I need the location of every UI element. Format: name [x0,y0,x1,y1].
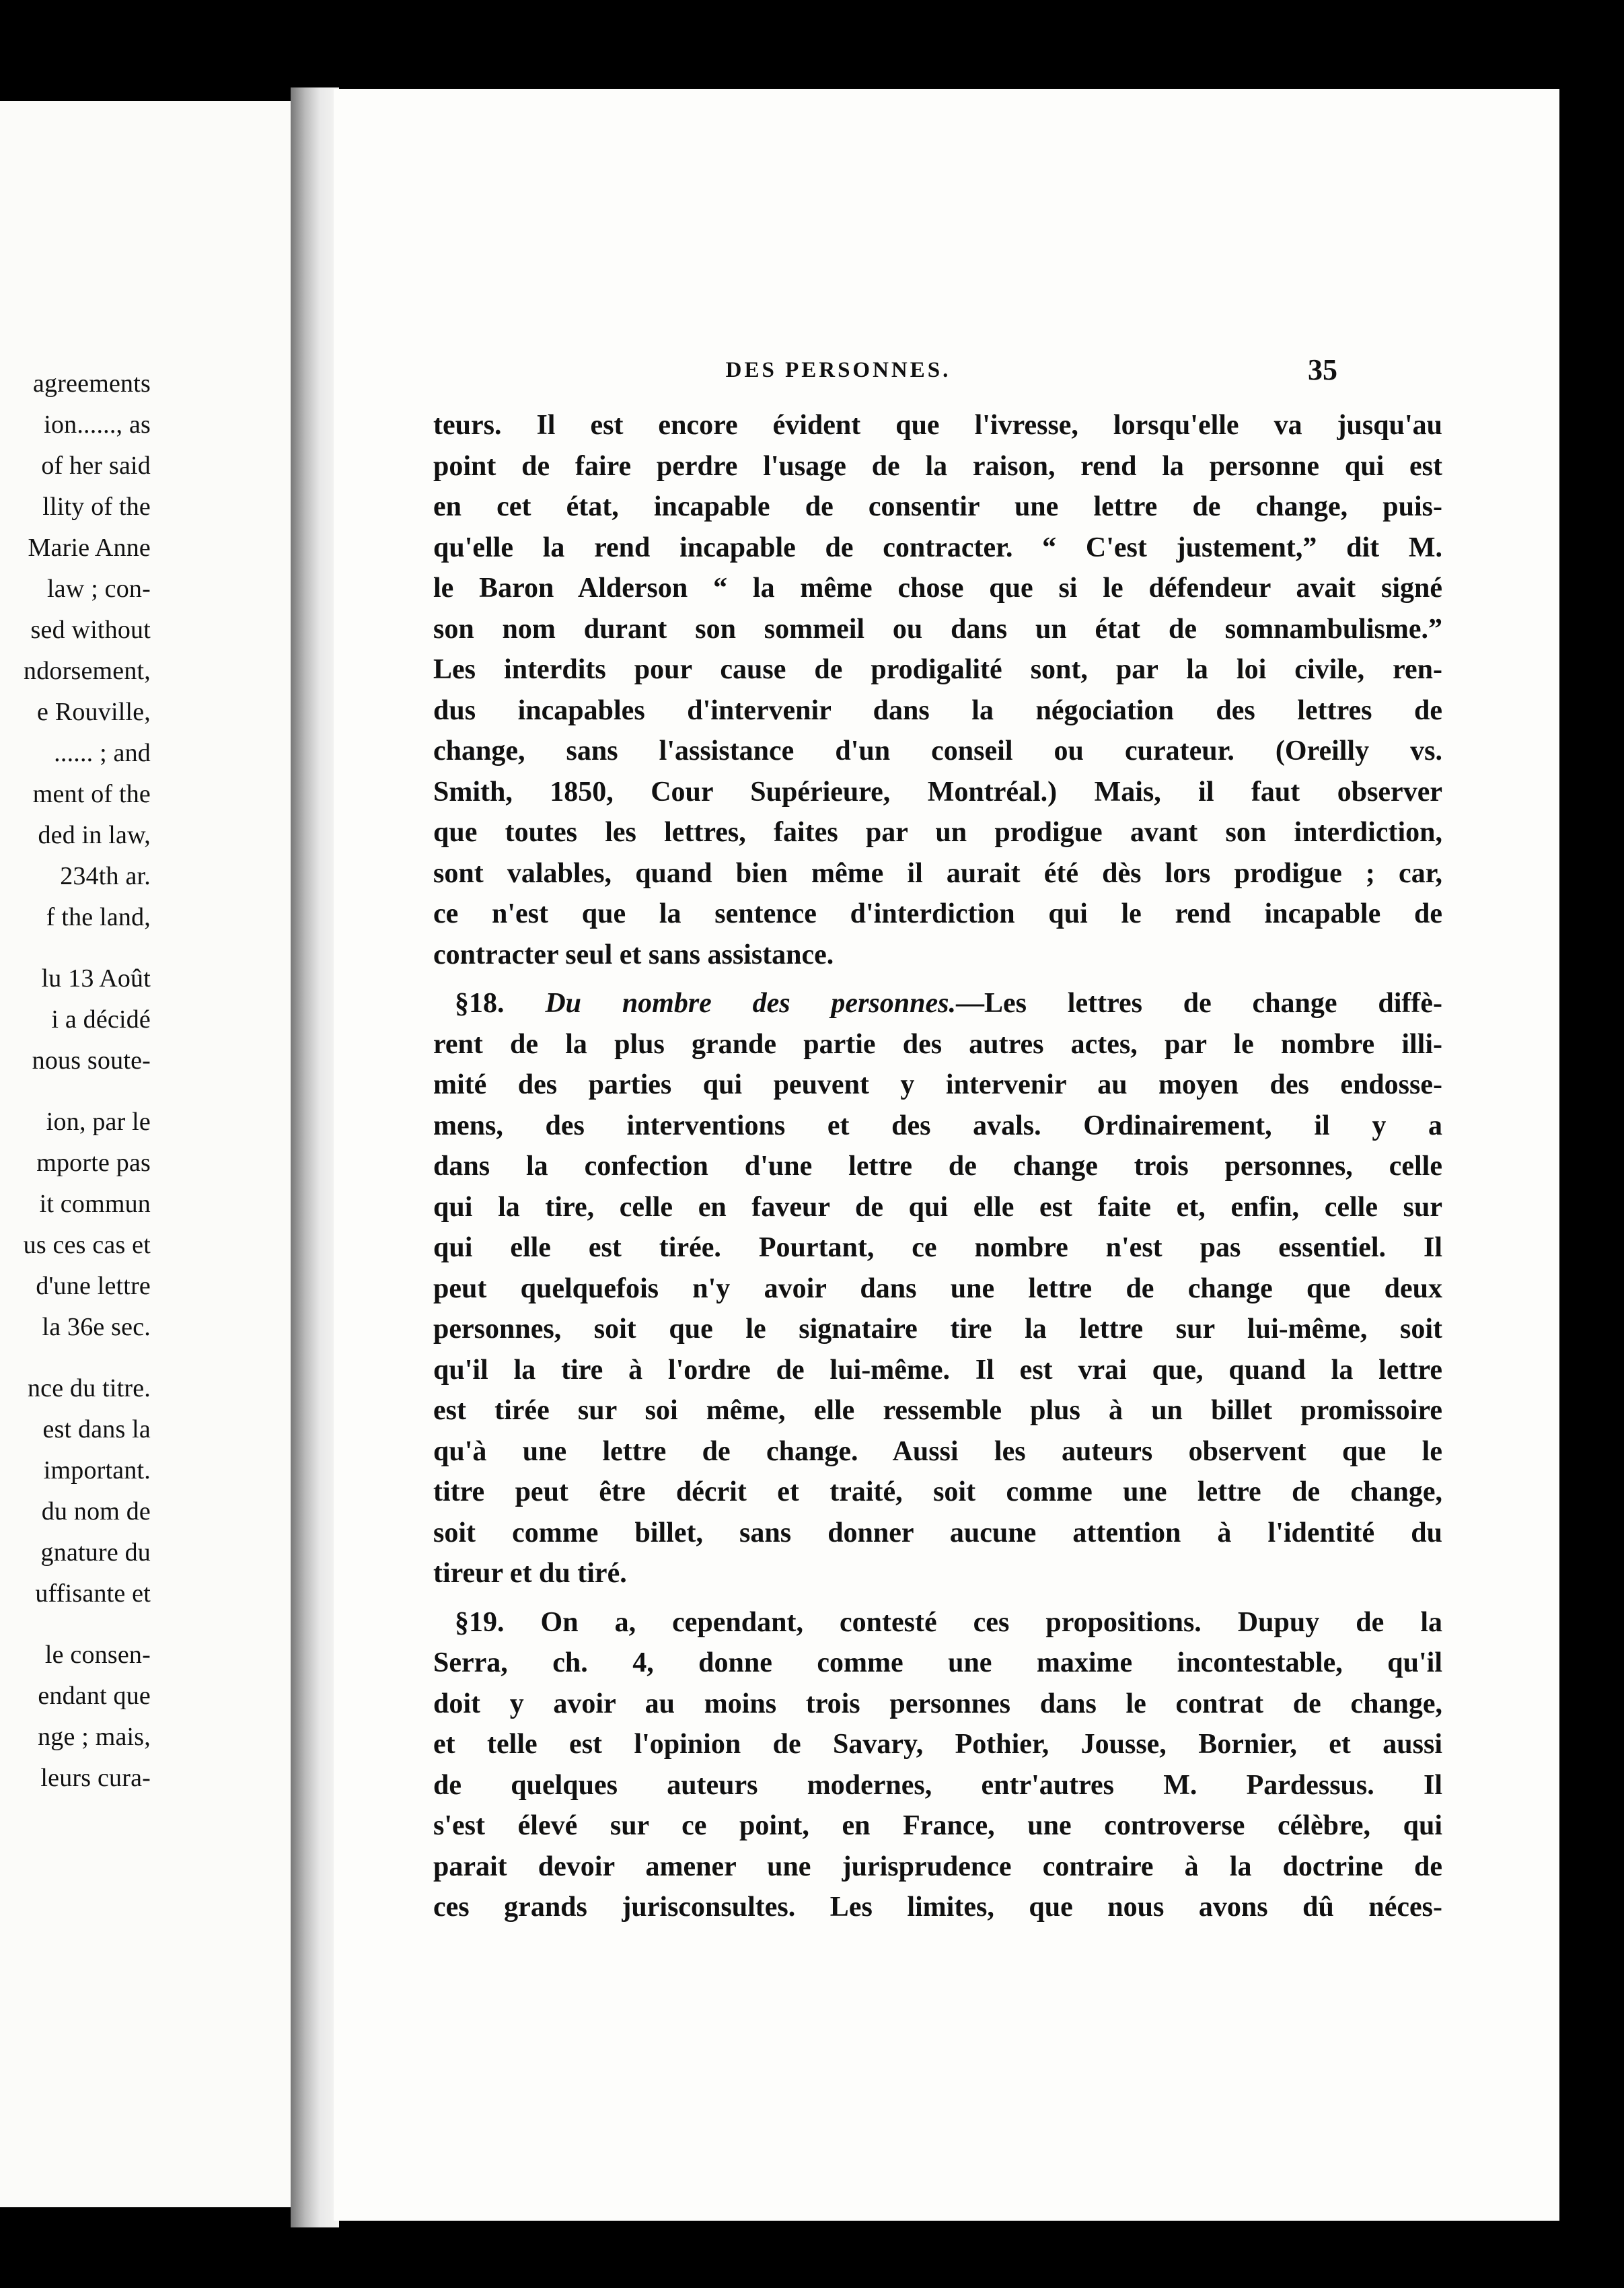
text-line: ces grands jurisconsultes. Les limites, que nous avons dû néces- [433,1892,1442,1923]
right-page [334,89,1559,2221]
text-line: que toutes les lettres, faites par un prodigue avant son interdiction, [433,817,1442,848]
text-line: le Baron Alderson “ la même chose que si le défendeur avait signé [433,573,1442,604]
text-line: mité des parties qui peuvent y intervenir au moyen des endosse- [433,1069,1442,1100]
text-line: qui elle est tirée. Pourtant, ce nombre n'est pas essentiel. Il [433,1232,1442,1263]
text-line: est tirée sur soi même, elle ressemble plus à un billet promissoire [433,1395,1442,1426]
text-line: s'est élevé sur ce point, en France, une controverse célèbre, qui [433,1810,1442,1841]
left-block-d [0,1368,151,1614]
text-line: peut quelquefois n'y avoir dans une lettre de change que deux [433,1273,1442,1304]
left-line: ndorsement, [24,657,151,685]
left-line: uffisante et [35,1579,151,1608]
left-line: ion, par le [46,1108,151,1136]
left-line: gnature du [40,1538,151,1567]
left-line: leurs cura- [40,1764,151,1792]
text-line: change, sans l'assistance d'un conseil ou curateur. (Oreilly vs. [433,736,1442,766]
left-line: ...... ; and [54,739,151,767]
left-line: mporte pas [36,1149,151,1177]
text-line: doit y avoir au moins trois personnes dans le contrat de change, [433,1688,1442,1719]
left-line: lu 13 Août [41,964,151,993]
text-line: rent de la plus grande partie des autres actes, par le nombre illi- [433,1028,1442,1060]
left-line: Marie Anne [28,534,151,562]
left-line: du nom de [41,1497,151,1526]
left-line: nous soute- [32,1046,151,1075]
left-line: la 36e sec. [42,1313,151,1341]
text-line: point de faire perdre l'usage de la raison, rend la personne qui est [433,450,1442,482]
paragraph-1 [433,405,1442,975]
text-line: titre peut être décrit et traité, soit comme une lettre de change, [433,1476,1442,1507]
text-line: et telle est l'opinion de Savary, Pothier, Jousse, Bornier, et aussi [433,1729,1442,1760]
text-line: soit comme billet, sans donner aucune attention à l'identité du [433,1517,1442,1548]
text-line: en cet état, incapable de consentir une lettre de change, puis- [433,491,1442,522]
left-line: 234th ar. [60,862,151,890]
text-line: Serra, ch. 4, donne comme une maxime incontestable, qu'il [433,1647,1442,1678]
left-line: d'une lettre [36,1272,151,1300]
running-head: DES PERSONNES. [725,358,951,382]
text-line: ce n'est que la sentence d'interdiction qui le rend incapable de [433,898,1442,929]
left-line: llity of the [42,493,151,521]
left-line: le consen- [44,1641,151,1669]
text-line: personnes, soit que le signataire tire la lettre sur lui-même, soit [433,1314,1442,1345]
left-line: of her said [41,452,151,480]
left-line: it commun [39,1190,151,1218]
text-line: contracter seul et sans assistance. [433,939,834,970]
left-block-a [0,363,151,938]
left-line: agreements [32,369,151,398]
text-line: sont valables, quand bien même il aurait été dès lors prodigue ; car, [433,857,1442,889]
left-line: us ces cas et [23,1231,151,1259]
left-line: est dans la [42,1415,151,1443]
section-lead-text: —Les lettres de change diffè- [955,988,1442,1019]
body-text [433,405,1442,1928]
text-line: Les interdits pour cause de prodigalité sont, par la loi civile, ren- [433,654,1442,685]
text-line: teurs. Il est encore évident que l'ivresse, lorsqu'elle va jusqu'au [433,410,1442,441]
left-line: nce du titre. [27,1374,151,1402]
left-block-c [0,1102,151,1348]
left-line: sed without [30,616,151,644]
text-line: dus incapables d'intervenir dans la négociation des lettres de [433,694,1442,726]
left-line: ion......, as [44,410,151,439]
text-line: parait devoir amener une jurisprudence contraire à la doctrine de [433,1851,1442,1882]
left-line: endant que [38,1682,151,1710]
book-gutter [291,87,339,2227]
text-line: mens, des interventions et des avals. Ordinairement, il y a [433,1110,1442,1141]
text-line: qu'elle la rend incapable de contracter. “ C'est justement,” dit M. [433,532,1442,563]
left-block-e [0,1635,151,1799]
text-line: qui la tire, celle en faveur de qui elle est faite et, enfin, celle sur [433,1191,1442,1223]
paragraph-2 [433,983,1442,1594]
text-line: dans la confection d'une lettre de change trois personnes, celle [433,1151,1442,1182]
left-page-text [0,363,151,1799]
text-line: qu'à une lettre de change. Aussi les auteurs observent que le [433,1435,1442,1467]
left-page-fragment [0,101,304,2207]
text-line: son nom durant son sommeil ou dans un état de somnambulisme.” [433,613,1442,645]
left-line: f the land, [46,903,151,931]
page-number: 35 [1308,353,1337,386]
text-line: Smith, 1850, Cour Supérieure, Montréal.) Mais, il faut observer [433,776,1442,808]
left-line: important. [43,1456,151,1485]
left-line: ment of the [32,780,151,808]
text-line: de quelques auteurs modernes, entr'autres M. Pardessus. Il [433,1769,1442,1801]
paragraph-3 [433,1602,1442,1928]
left-line: ded in law, [38,821,151,849]
left-block-b [0,958,151,1081]
left-line: e Rouville, [37,698,151,726]
section-heading: Du nombre des personnes. [545,988,956,1019]
section-label: §18. [455,988,505,1019]
text-line: qu'il la tire à l'ordre de lui-même. Il est vrai que, quand la lettre [433,1354,1442,1386]
text-line: tireur et du tiré. [433,1558,627,1589]
text-line: §19. On a, cependant, contesté ces propositions. Dupuy de la [455,1606,1442,1638]
left-line: nge ; mais, [38,1723,151,1751]
text-line [433,983,1442,1024]
left-line: i a décidé [51,1005,151,1034]
left-line: law ; con- [47,575,151,603]
